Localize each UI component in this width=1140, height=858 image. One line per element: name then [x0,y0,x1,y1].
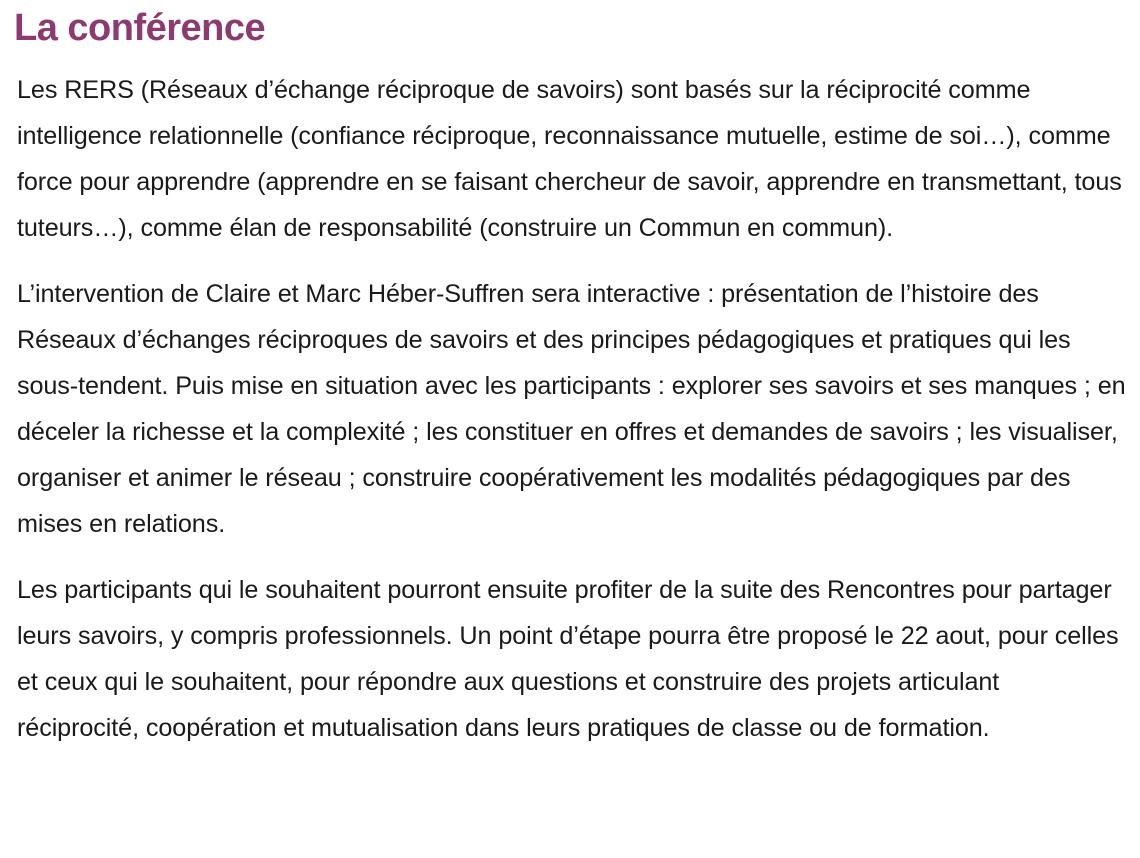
paragraph-intervention: L’intervention de Claire et Marc Héber-Suffren sera interactive : présentation de l’histoire des Réseaux d’échanges réciproques de savoirs et des principes pédagogiques et pratiques qui les sous-tendent. Puis mise en situation avec les participants : explorer ses savoirs et ses manques ; en déceler la richesse et la complexité ; les constituer en offres et demandes de savoirs ; les visualiser, organiser et animer le réseau ; construire coopérativement les modalités pédagogiques par des mises en relations. [17,280,1126,538]
paragraph-rers-intro: Les RERS (Réseaux d’échange réciproque de savoirs) sont basés sur la réciprocité comme intelligence relationnelle (confiance réciproque, reconnaissance mutuelle, estime de soi…), comme force pour apprendre (apprendre en se faisant chercheur de savoir, apprendre en transmettant, tous tuteurs…), comme élan de responsabilité (construire un Commun en commun). [17,76,1122,242]
section-title: La conférence [14,7,266,49]
paragraph-participants: Les participants qui le souhaitent pourront ensuite profiter de la suite des Rencontres pour partager leurs savoirs, y compris professionnels. Un point d’étape pourra être proposé le 22 aout, pour celles et ceux qui le souhaitent, pour répondre aux questions et construire des projets articulant réciprocité, coopération et mutualisation dans leurs pratiques de classe ou de formation. [17,576,1119,742]
article-body [14,67,1127,751]
